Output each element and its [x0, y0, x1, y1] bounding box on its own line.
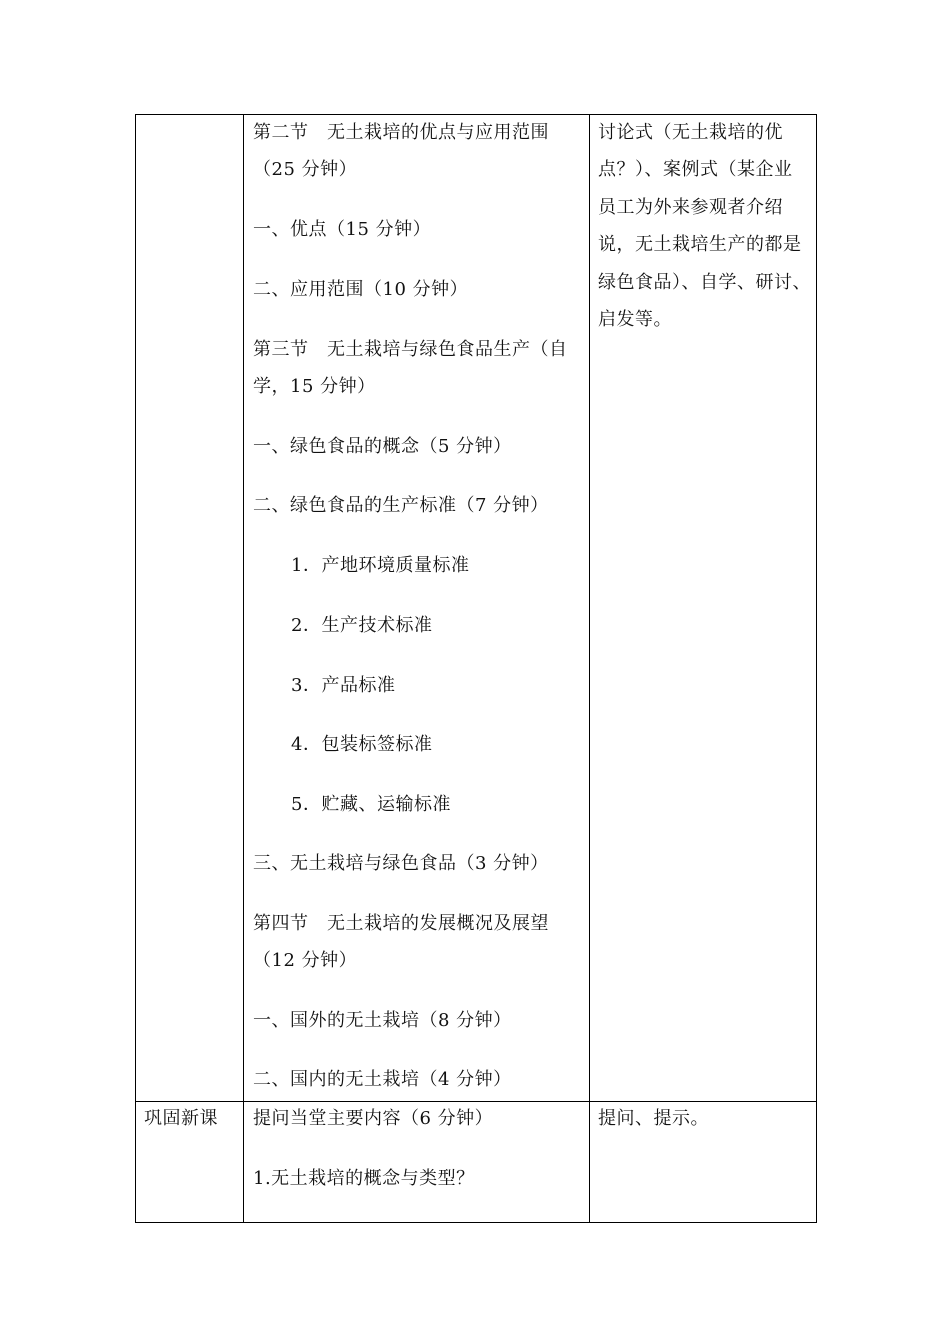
- method-line-5: 绿色食品）、自学、研讨、: [598, 272, 811, 293]
- table-border-top: [135, 114, 817, 115]
- item-green-food-concept: 一、绿色食品的概念（5 分钟）: [253, 436, 512, 457]
- section-3-title: 第三节 无土栽培与绿色食品生产（自: [253, 339, 568, 360]
- standard-storage: 5．贮藏、运输标准: [291, 794, 451, 815]
- column-divider-2: [589, 114, 590, 1223]
- section-4-title: 第四节 无土栽培的发展概况及展望: [253, 913, 549, 934]
- standard-technology: 2．生产技术标准: [291, 615, 433, 636]
- row-divider: [135, 1101, 817, 1102]
- item-foreign: 一、国外的无土栽培（8 分钟）: [253, 1010, 512, 1031]
- table-border-left: [135, 114, 136, 1223]
- standard-packaging: 4．包装标签标准: [291, 734, 433, 755]
- stage-label-consolidate: 巩固新课: [144, 1108, 218, 1129]
- standard-product: 3．产品标准: [291, 675, 396, 696]
- item-domestic: 二、国内的无土栽培（4 分钟）: [253, 1069, 512, 1090]
- review-question-1: 1.无土栽培的概念与类型？: [253, 1168, 475, 1189]
- section-4-duration: （12 分钟）: [253, 950, 358, 971]
- section-2-title: 第二节 无土栽培的优点与应用范围: [253, 122, 549, 143]
- method-line-4: 说，无土栽培生产的都是: [598, 234, 802, 255]
- column-divider-1: [243, 114, 244, 1223]
- item-soilless-green-food: 三、无土栽培与绿色食品（3 分钟）: [253, 853, 549, 874]
- method-line-2: 点？）、案例式（某企业: [598, 159, 793, 180]
- method-line-6: 启发等。: [598, 309, 672, 330]
- review-method: 提问、提示。: [598, 1108, 709, 1129]
- method-line-3: 员工为外来参观者介绍: [598, 197, 783, 218]
- section-2-duration: （25 分钟）: [253, 159, 358, 180]
- item-green-food-standards: 二、绿色食品的生产标准（7 分钟）: [253, 495, 549, 516]
- item-application-scope: 二、应用范围（10 分钟）: [253, 279, 469, 300]
- item-advantages: 一、优点（15 分钟）: [253, 219, 432, 240]
- section-3-duration: 学，15 分钟）: [253, 376, 376, 397]
- method-line-1: 讨论式（无土栽培的优: [598, 122, 783, 143]
- table-border-right: [816, 114, 817, 1223]
- table-border-bottom: [135, 1222, 817, 1223]
- standard-environment: 1．产地环境质量标准: [291, 555, 470, 576]
- review-question-intro: 提问当堂主要内容（6 分钟）: [253, 1108, 494, 1129]
